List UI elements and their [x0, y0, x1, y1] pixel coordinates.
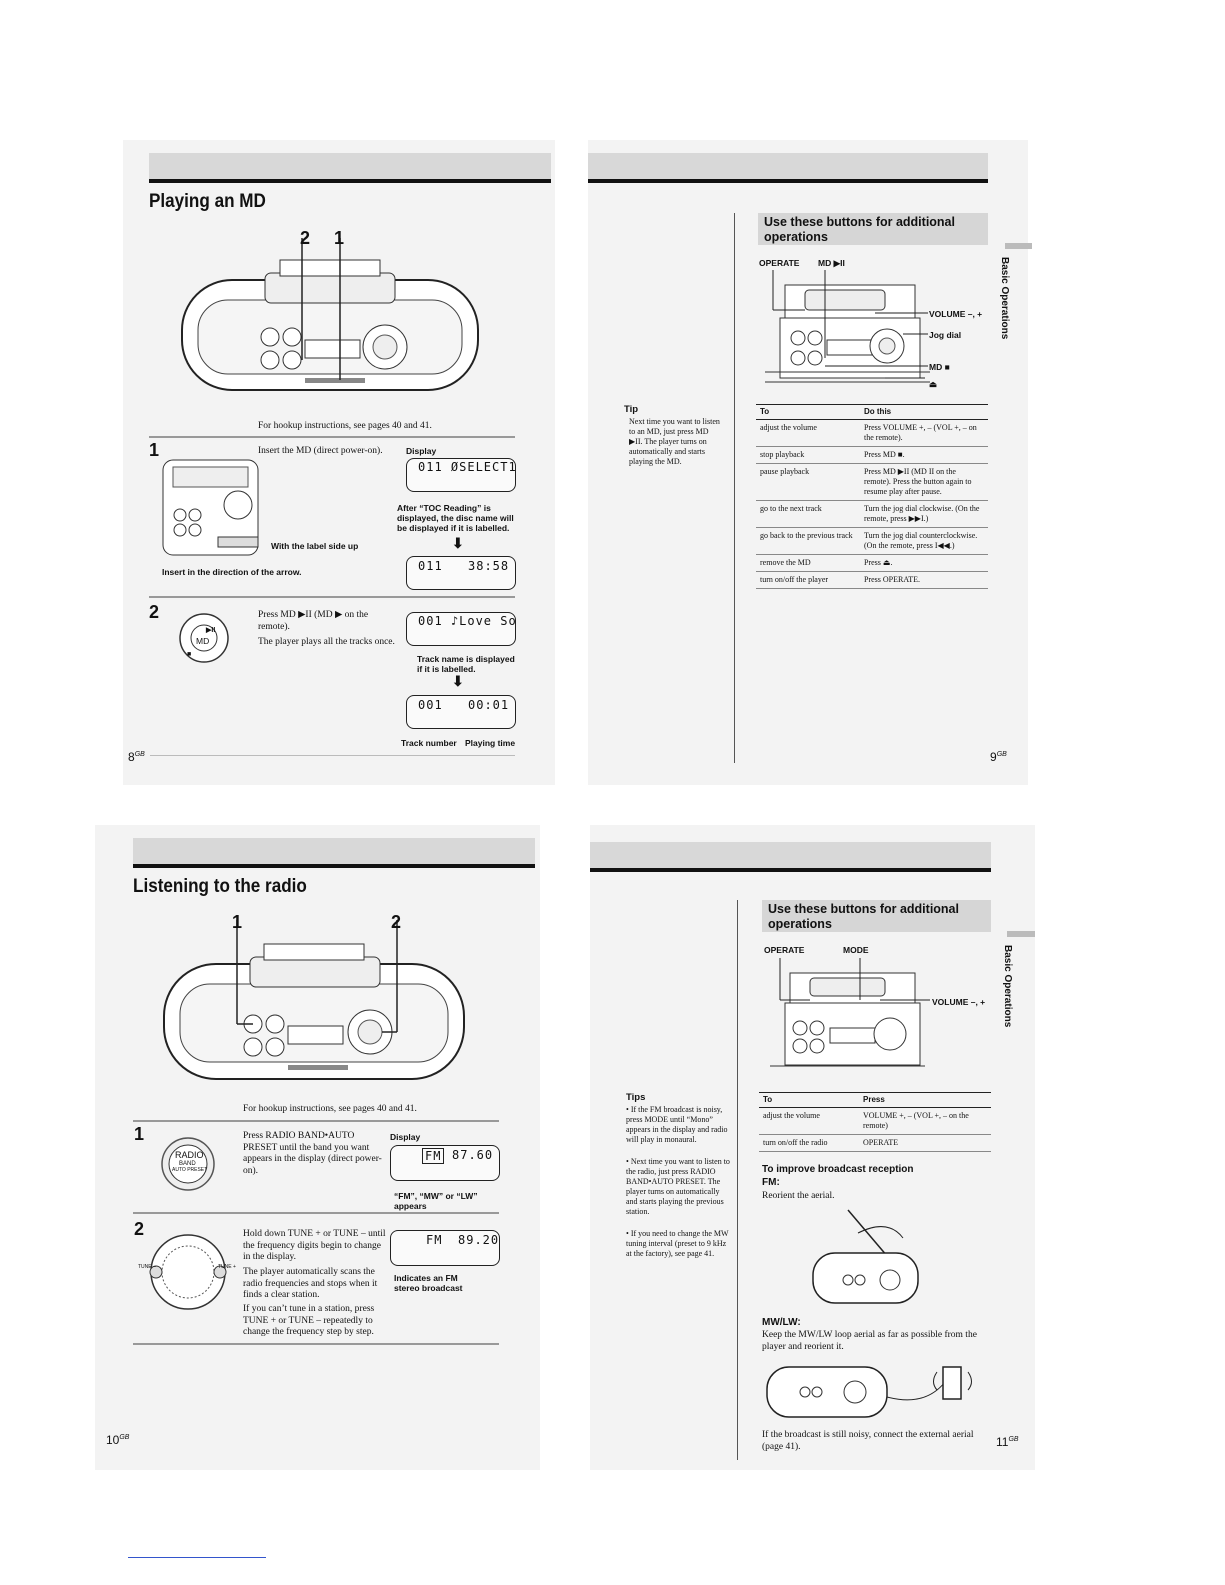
table-cell: turn on/off the player — [756, 572, 860, 589]
step-number: 2 — [149, 602, 160, 622]
header-bar — [133, 838, 535, 864]
table-cell: OPERATE — [859, 1135, 991, 1152]
table-cell: Press MD ▶II (MD II on the remote). Press the button again to resume play after pause. — [860, 464, 988, 501]
lcd-time: 38:58 — [468, 559, 510, 573]
lcd-frequency: 89.20 — [458, 1233, 500, 1247]
table-cell: Turn the jog dial clockwise. (On the remote, press ▶▶I.) — [860, 501, 988, 528]
step-text: Insert the MD (direct power-on). — [258, 446, 383, 456]
radio-player-illustration — [162, 912, 467, 1087]
step-text: Press RADIO BAND•AUTO PRESET until the band you want appears in the display (direct power-on). — [243, 1131, 382, 1176]
stereo-note: Indicates an FM stereo broadcast — [394, 1273, 463, 1293]
control-panel-illustration — [770, 958, 930, 1078]
step-number: 1 — [149, 440, 160, 460]
page-number — [990, 750, 1007, 764]
table-cell: Press MD ■. — [860, 447, 988, 464]
hookup-note: For hookup instructions, see pages 40 and 41. — [243, 1104, 417, 1114]
page-number-suffix: GB — [134, 751, 145, 758]
page-number-value: 9 — [990, 750, 997, 764]
tip-text: If you need to change the MW tuning interval (preset to 9 kHz at the factory), see page 41. — [626, 1229, 729, 1258]
operate-label: OPERATE — [759, 258, 800, 268]
table-cell: Turn the jog dial counterclockwise. (On the remote, press I◀◀.) — [860, 528, 988, 555]
table-row — [759, 1108, 991, 1135]
toc-note: After “TOC Reading” is displayed, the disc name will be displayed if it is labelled. — [397, 503, 514, 533]
column-header: To — [759, 1093, 859, 1108]
display-label: Display — [406, 446, 437, 456]
lcd-track: 001 — [418, 698, 443, 712]
page-number — [128, 750, 145, 764]
play-pause-icon: ▶II — [206, 627, 216, 634]
tune-dial-illustration — [148, 1232, 228, 1312]
display-label: Display — [390, 1132, 421, 1142]
fm-aerial-illustration — [808, 1208, 923, 1308]
divider — [149, 436, 515, 438]
eject-icon: ⏏ — [929, 379, 938, 389]
table-cell: go to the next track — [756, 501, 860, 528]
step-text: Press MD ▶II (MD ▶ on the remote). — [258, 610, 369, 632]
table-row — [756, 464, 988, 501]
down-arrow-icon: ⬇ — [452, 673, 464, 689]
track-number-label: Track number — [401, 738, 457, 748]
page-number — [996, 1435, 1019, 1449]
page-number-suffix: GB — [1008, 1436, 1019, 1443]
section-side-label: Basic Operations — [1002, 945, 1013, 1028]
md-button-label: MD — [196, 636, 210, 646]
header-bar — [588, 153, 988, 179]
table-row — [756, 447, 988, 464]
tune-minus-label: TUNE – — [138, 1264, 156, 1270]
tips-heading: Tips — [626, 1092, 646, 1103]
tip-item: • If you need to change the MW tuning interval (preset to 9 kHz at the factory), see page 41. — [626, 1229, 729, 1258]
tip-item: • Next time you want to listen to the radio, just press RADIO BAND•AUTO PRESET. The player turns on automatically and starts playing the previous station. — [626, 1157, 730, 1216]
ops-heading: Use these buttons for additional operations — [758, 213, 988, 245]
lcd-band: FM — [422, 1148, 444, 1164]
operate-label: OPERATE — [764, 945, 805, 955]
auto-preset-label: AUTO PRESET — [172, 1167, 208, 1173]
table-row — [756, 501, 988, 528]
improve-heading: To improve broadcast reception — [762, 1164, 914, 1175]
playing-time-label: Playing time — [465, 738, 516, 748]
column-header: Do this — [860, 405, 988, 420]
noisy-note: If the broadcast is still noisy, connect the external aerial (page 41). — [762, 1430, 974, 1452]
down-arrow-icon: ⬇ — [452, 535, 464, 551]
table-row — [756, 528, 988, 555]
ops-table — [759, 1092, 991, 1152]
tip-text: Next time you want to listen to the radio, just press RADIO BAND•AUTO PRESET. The player turns on automatically and starts playing the previous station. — [626, 1157, 730, 1216]
page-number-suffix: GB — [119, 1434, 130, 1441]
band-note: “FM”, “MW” or “LW” appears — [394, 1191, 478, 1211]
table-cell: Press ⏏. — [860, 555, 988, 572]
table-cell: remove the MD — [756, 555, 860, 572]
callout-1: 1 — [334, 228, 345, 248]
step-text: The player automatically scans the radio frequencies and stops when it finds a clear station. — [243, 1267, 378, 1300]
page-number-value: 10 — [106, 1433, 120, 1447]
volume-label: VOLUME –, + — [932, 997, 986, 1007]
volume-label: VOLUME –, + — [929, 309, 983, 319]
loop-aerial-illustration — [765, 1362, 990, 1422]
divider — [133, 1120, 499, 1122]
step-text: The player plays all the tracks once. — [258, 637, 395, 647]
table-cell: adjust the volume — [756, 420, 860, 447]
step-number: 1 — [134, 1124, 145, 1144]
header-rule — [590, 868, 991, 872]
md-insert-illustration — [158, 455, 268, 565]
column-header: Press — [859, 1093, 991, 1108]
table-cell: VOLUME +, – (VOL +, – on the remote) — [859, 1108, 991, 1135]
hookup-note: For hookup instructions, see pages 40 and 41. — [258, 421, 432, 431]
table-row — [756, 555, 988, 572]
callout-2: 2 — [300, 228, 311, 248]
lcd-frequency: 87.60 — [452, 1148, 494, 1162]
page-number-value: 8 — [128, 750, 135, 764]
column-divider — [737, 900, 738, 1460]
column-divider — [734, 213, 735, 763]
table-cell: adjust the volume — [759, 1108, 859, 1135]
table-cell: pause playback — [756, 464, 860, 501]
header-rule — [133, 864, 535, 868]
md-player-illustration — [180, 230, 480, 400]
fm-heading: FM: — [762, 1177, 780, 1188]
tip-text: Next time you want to listen to an MD, just press MD ▶II. The player turns on automatically and starts playing the MD. — [629, 417, 720, 466]
table-row — [759, 1135, 991, 1152]
header-bar — [149, 153, 551, 179]
ops-table — [756, 404, 988, 589]
tip-item: • If the FM broadcast is noisy, press MODE until “Mono” appears in the display and radio will play in monaural. — [626, 1105, 728, 1144]
side-tab — [1005, 243, 1032, 249]
lcd-text: 001 ♪Love So — [418, 614, 517, 628]
header-rule — [149, 179, 551, 183]
mode-label: MODE — [843, 945, 869, 955]
callout-2: 2 — [391, 912, 402, 932]
mwlw-text: Keep the MW/LW loop aerial as far as possible from the player and reorient it. — [762, 1330, 977, 1352]
page-number — [106, 1433, 129, 1447]
header-rule — [588, 179, 988, 183]
step-text: Hold down TUNE + or TUNE – until the frequency digits begin to change in the display. — [243, 1229, 386, 1262]
tip-text: If the FM broadcast is noisy, press MODE until “Mono” appears in the display and radio will play in monaural. — [626, 1105, 728, 1144]
fm-text: Reorient the aerial. — [762, 1191, 835, 1201]
mwlw-heading: MW/LW: — [762, 1317, 801, 1328]
table-cell: turn on/off the radio — [759, 1135, 859, 1152]
radio-button-label: RADIO — [175, 1150, 204, 1160]
tune-plus-label: TUNE + — [218, 1264, 236, 1270]
table-header-row — [759, 1093, 991, 1108]
table-cell: Press VOLUME +, – (VOL +, – on the remote). — [860, 420, 988, 447]
tip-heading: Tip — [624, 404, 639, 415]
md-play-label: MD ▶II — [818, 258, 845, 268]
table-cell: Press OPERATE. — [860, 572, 988, 589]
arrow-direction-note: Insert in the direction of the arrow. — [162, 567, 302, 577]
step-text: If you can’t tune in a station, press TUNE + or TUNE – repeatedly to change the frequency step by step. — [243, 1304, 375, 1337]
callout-1: 1 — [232, 912, 243, 932]
footer-rule — [150, 755, 515, 756]
divider — [133, 1212, 499, 1214]
section-side-label: Basic Operations — [999, 257, 1010, 340]
lcd-band: FM — [426, 1233, 443, 1247]
track-name-note: Track name is displayed if it is labelled. — [417, 654, 515, 674]
lcd-text: 011 ØSELECT1 — [418, 460, 517, 474]
table-cell: stop playback — [756, 447, 860, 464]
table-header-row — [756, 405, 988, 420]
divider — [133, 1343, 499, 1345]
header-bar — [590, 842, 991, 868]
lcd-track: 011 — [418, 559, 443, 573]
column-header: To — [756, 405, 860, 420]
bottom-link-underline — [128, 1557, 266, 1558]
table-row — [756, 572, 988, 589]
control-panel-illustration — [765, 270, 938, 395]
table-cell: go back to the previous track — [756, 528, 860, 555]
side-tab — [1007, 931, 1035, 937]
stop-icon: ■ — [187, 651, 192, 658]
divider — [149, 596, 515, 598]
label-side-note: With the label side up — [271, 541, 359, 551]
step-number: 2 — [134, 1219, 145, 1239]
jog-dial-label: Jog dial — [929, 330, 962, 340]
page-number-value: 11 — [996, 1435, 1009, 1449]
md-stop-label: MD ■ — [929, 362, 950, 372]
page-number-suffix: GB — [996, 751, 1007, 758]
table-row — [756, 420, 988, 447]
band-button-label: BAND — [179, 1161, 196, 1167]
ops-heading: Use these buttons for additional operations — [762, 900, 991, 932]
lcd-time: 00:01 — [468, 698, 510, 712]
page-title: Playing an MD — [149, 191, 266, 212]
page-title: Listening to the radio — [133, 876, 307, 897]
